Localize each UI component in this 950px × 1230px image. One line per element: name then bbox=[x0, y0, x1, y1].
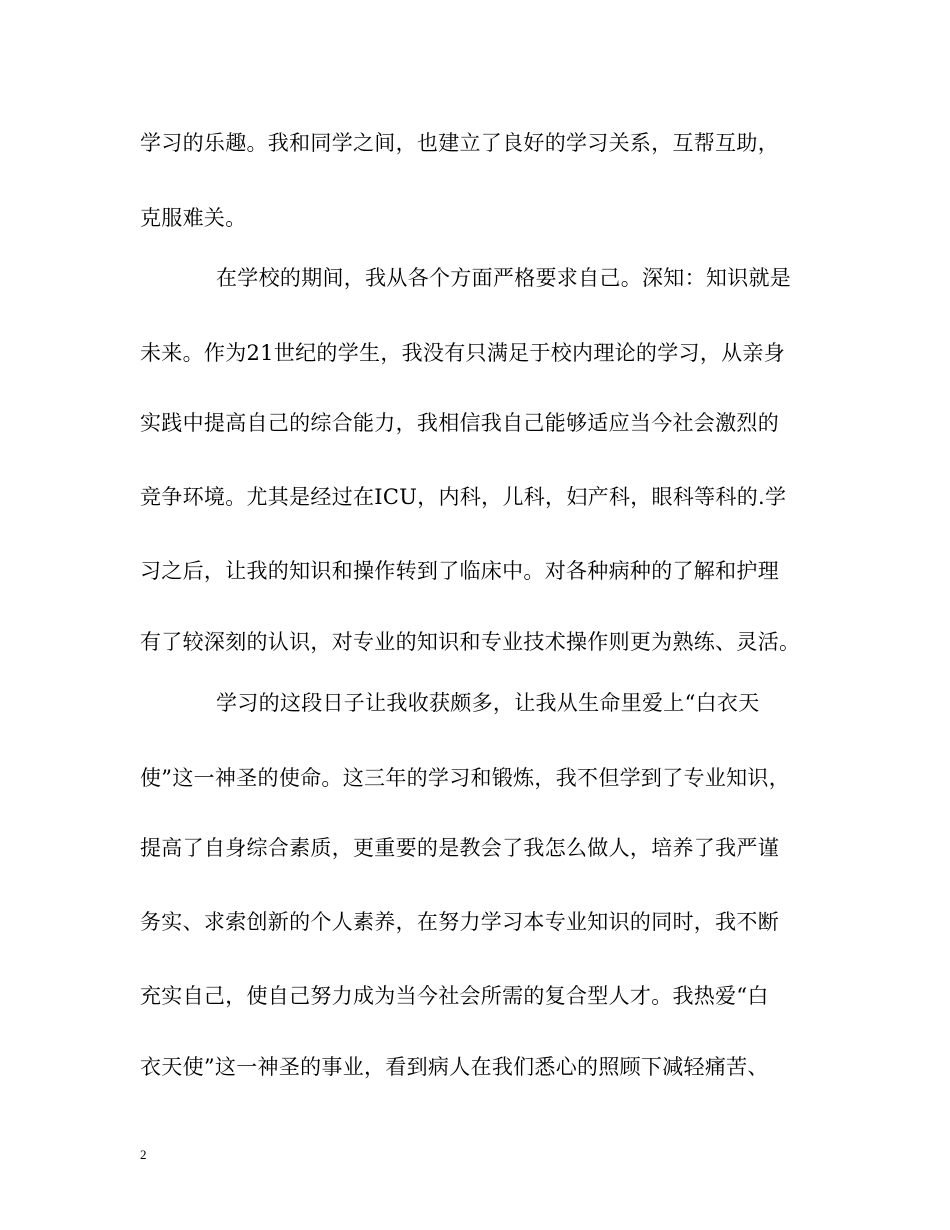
paragraph-start-line: 在学校的期间，我从各个方面严格要求自己。深知：知识就是 bbox=[216, 266, 792, 290]
text-line: 学习的乐趣。我和同学之间，也建立了良好的学习关系，互帮互助， bbox=[140, 131, 779, 155]
text-line: 使”这一神圣的使命。这三年的学习和锻炼，我不但学到了专业知识， bbox=[140, 766, 791, 790]
text-line: 竞争环境。尤其是经过在ICU，内科，儿科，妇产科，眼科等科的.学 bbox=[140, 485, 787, 509]
text-line: 衣天使”这一神圣的事业，看到病人在我们悉心的照顾下减轻痛苦、 bbox=[140, 1055, 769, 1079]
page-number: 2 bbox=[140, 1147, 147, 1162]
paragraph-start-line: 学习的这段日子让我收获颇多，让我从生命里爱上“白衣天 bbox=[216, 691, 760, 715]
text-line: 务实、求索创新的个人素养，在努力学习本专业知识的同时，我不断 bbox=[140, 910, 779, 934]
text-line: 有了较深刻的认识，对专业的知识和专业技术操作则更为熟练、灵活。 bbox=[140, 630, 801, 654]
text-line: 提高了自身综合素质，更重要的是教会了我怎么做人，培养了我严谨 bbox=[140, 836, 779, 860]
text-line: 实践中提高自己的综合能力，我相信我自己能够适应当今社会激烈的 bbox=[140, 411, 779, 435]
text-line: 充实自己，使自己努力成为当今社会所需的复合型人才。我热爱“白 bbox=[140, 984, 769, 1008]
text-line: 未来。作为21世纪的学生，我没有只满足于校内理论的学习，从亲身 bbox=[140, 341, 786, 365]
text-line: 克服难关。 bbox=[140, 206, 247, 230]
text-line: 习之后，让我的知识和操作转到了临床中。对各种病种的了解和护理 bbox=[140, 559, 779, 583]
